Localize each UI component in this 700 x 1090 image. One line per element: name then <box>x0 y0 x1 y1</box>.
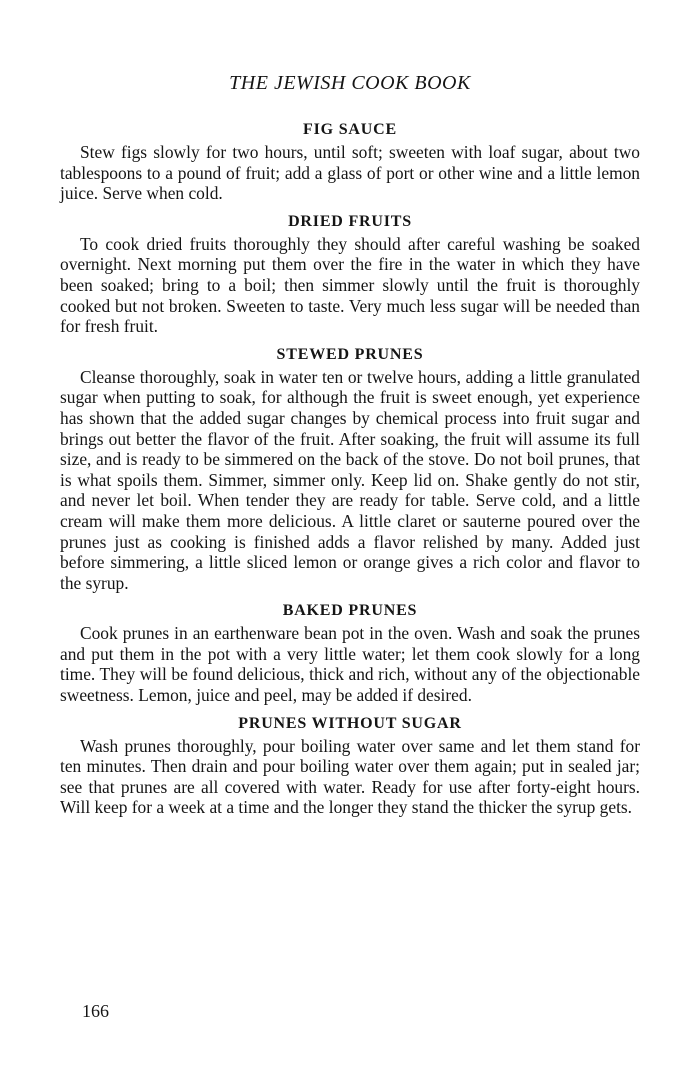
recipe-title: STEWED PRUNES <box>276 345 424 363</box>
recipe-prunes-without-sugar <box>60 712 640 818</box>
recipe-title: DRIED FRUITS <box>288 212 412 230</box>
recipe-title: FIG SAUCE <box>303 121 397 138</box>
recipe-fig-sauce <box>60 118 640 204</box>
running-head: THE JEWISH COOK BOOK <box>229 72 471 94</box>
page-number: 166 <box>82 1001 109 1021</box>
recipe-body: Wash prunes thoroughly, pour boiling water over same and let them stand for ten minutes. Then drain and pour boiling water over them again; put in sealed jar; see that prunes are all covered with water. Ready for use after forty-eight hours. Will keep for a week at a time and the longer they stand the thicker the syrup gets. <box>60 735 640 818</box>
recipe-body: Cleanse thoroughly, soak in water ten or twelve hours, adding a little granulated sugar when putting to soak, for although the fruit is sweet enough, yet experience has shown that the added sugar changes by chemical process into fruit sugar and brings out better the flavor of the fruit. After soaking, the fruit will assume its full size, and is ready to be simmered on the back of the stove. Do not boil prunes, that is what spoils them. Simmer, simmer only. Keep lid on. Shake gently do not stir, and never let boil. When tender they are ready for table. Serve cold, and a little cream will make them more delicious. A little claret or sauterne poured over the prunes just as cooking is finished adds a flavor relished by many. Added just before simmering, a little sliced lemon or orange gives a rich color and flavor to the syrup. <box>60 366 640 593</box>
recipe-title: BAKED PRUNES <box>282 602 418 620</box>
recipe-body: To cook dried fruits thoroughly they should after careful washing be soaked overnight. Next morning put them over the fire in the water in which they have been soaked; bring to a boil; then simmer slowly until the fruit is thoroughly cooked but not broken. Sweeten to taste. Very much less sugar will be needed than for fresh fruit. <box>60 233 640 337</box>
page-content <box>60 118 640 824</box>
recipe-body: Cook prunes in an earthenware bean pot in the oven. Wash and soak the prunes and put them in the pot with a very little water; let them cook slowly for a long time. They will be found delicious, thick and rich, without any of the objectionable sweetness. Lemon, juice and peel, may be added if desired. <box>60 623 640 706</box>
recipe-body: Stew figs slowly for two hours, until soft; sweeten with loaf sugar, about two tablespoons to a pound of fruit; add a glass of port or other wine and a little lemon juice. Serve when cold. <box>60 142 640 204</box>
recipe-title: PRUNES WITHOUT SUGAR <box>238 714 462 732</box>
recipe-baked-prunes <box>60 599 640 705</box>
recipe-stewed-prunes <box>60 343 640 594</box>
recipe-dried-fruits <box>60 210 640 337</box>
